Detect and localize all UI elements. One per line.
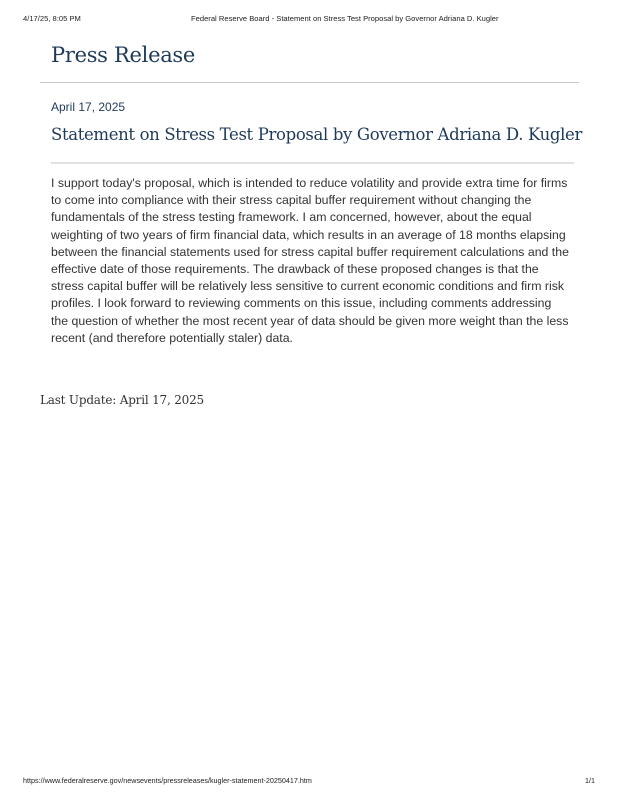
print-datetime: 4/17/25, 8:05 PM bbox=[23, 14, 81, 23]
print-document-title: Federal Reserve Board - Statement on Stress Test Proposal by Governor Adriana D. Kugler bbox=[191, 14, 499, 23]
title-divider bbox=[51, 162, 574, 164]
page-number: 1/1 bbox=[585, 776, 595, 785]
heading-divider bbox=[40, 82, 579, 83]
print-header bbox=[0, 14, 618, 26]
statement-body: I support today's proposal, which is intended to reduce volatility and provide extra time for firms to come into compliance with their stress capital buffer requirement without changing the fundamentals of the stress testing framework. I am concerned, however, about the equal weighting of two years of firm financial data, which results in an average of 18 months elapsing between the financial statements used for stress capital buffer requirement calculations and the effective date of those requirements. The drawback of these proposed changes is that the stress capital buffer will be relatively less sensitive to current economic conditions and firm risk profiles. I look forward to reviewing comments on this issue, including comments addressing the question of whether the most recent year of data should be given more weight than the less recent (and therefore potentially staler) data. bbox=[51, 176, 569, 345]
section-heading: Press Release bbox=[51, 43, 196, 67]
statement-title: Statement on Stress Test Proposal by Governor Adriana D. Kugler bbox=[51, 125, 582, 144]
last-update: Last Update: April 17, 2025 bbox=[40, 393, 204, 407]
page-url: https://www.federalreserve.gov/newsevents/pressreleases/kugler-statement-20250417.htm bbox=[23, 776, 312, 785]
release-date: April 17, 2025 bbox=[51, 100, 126, 114]
print-footer bbox=[0, 776, 618, 788]
